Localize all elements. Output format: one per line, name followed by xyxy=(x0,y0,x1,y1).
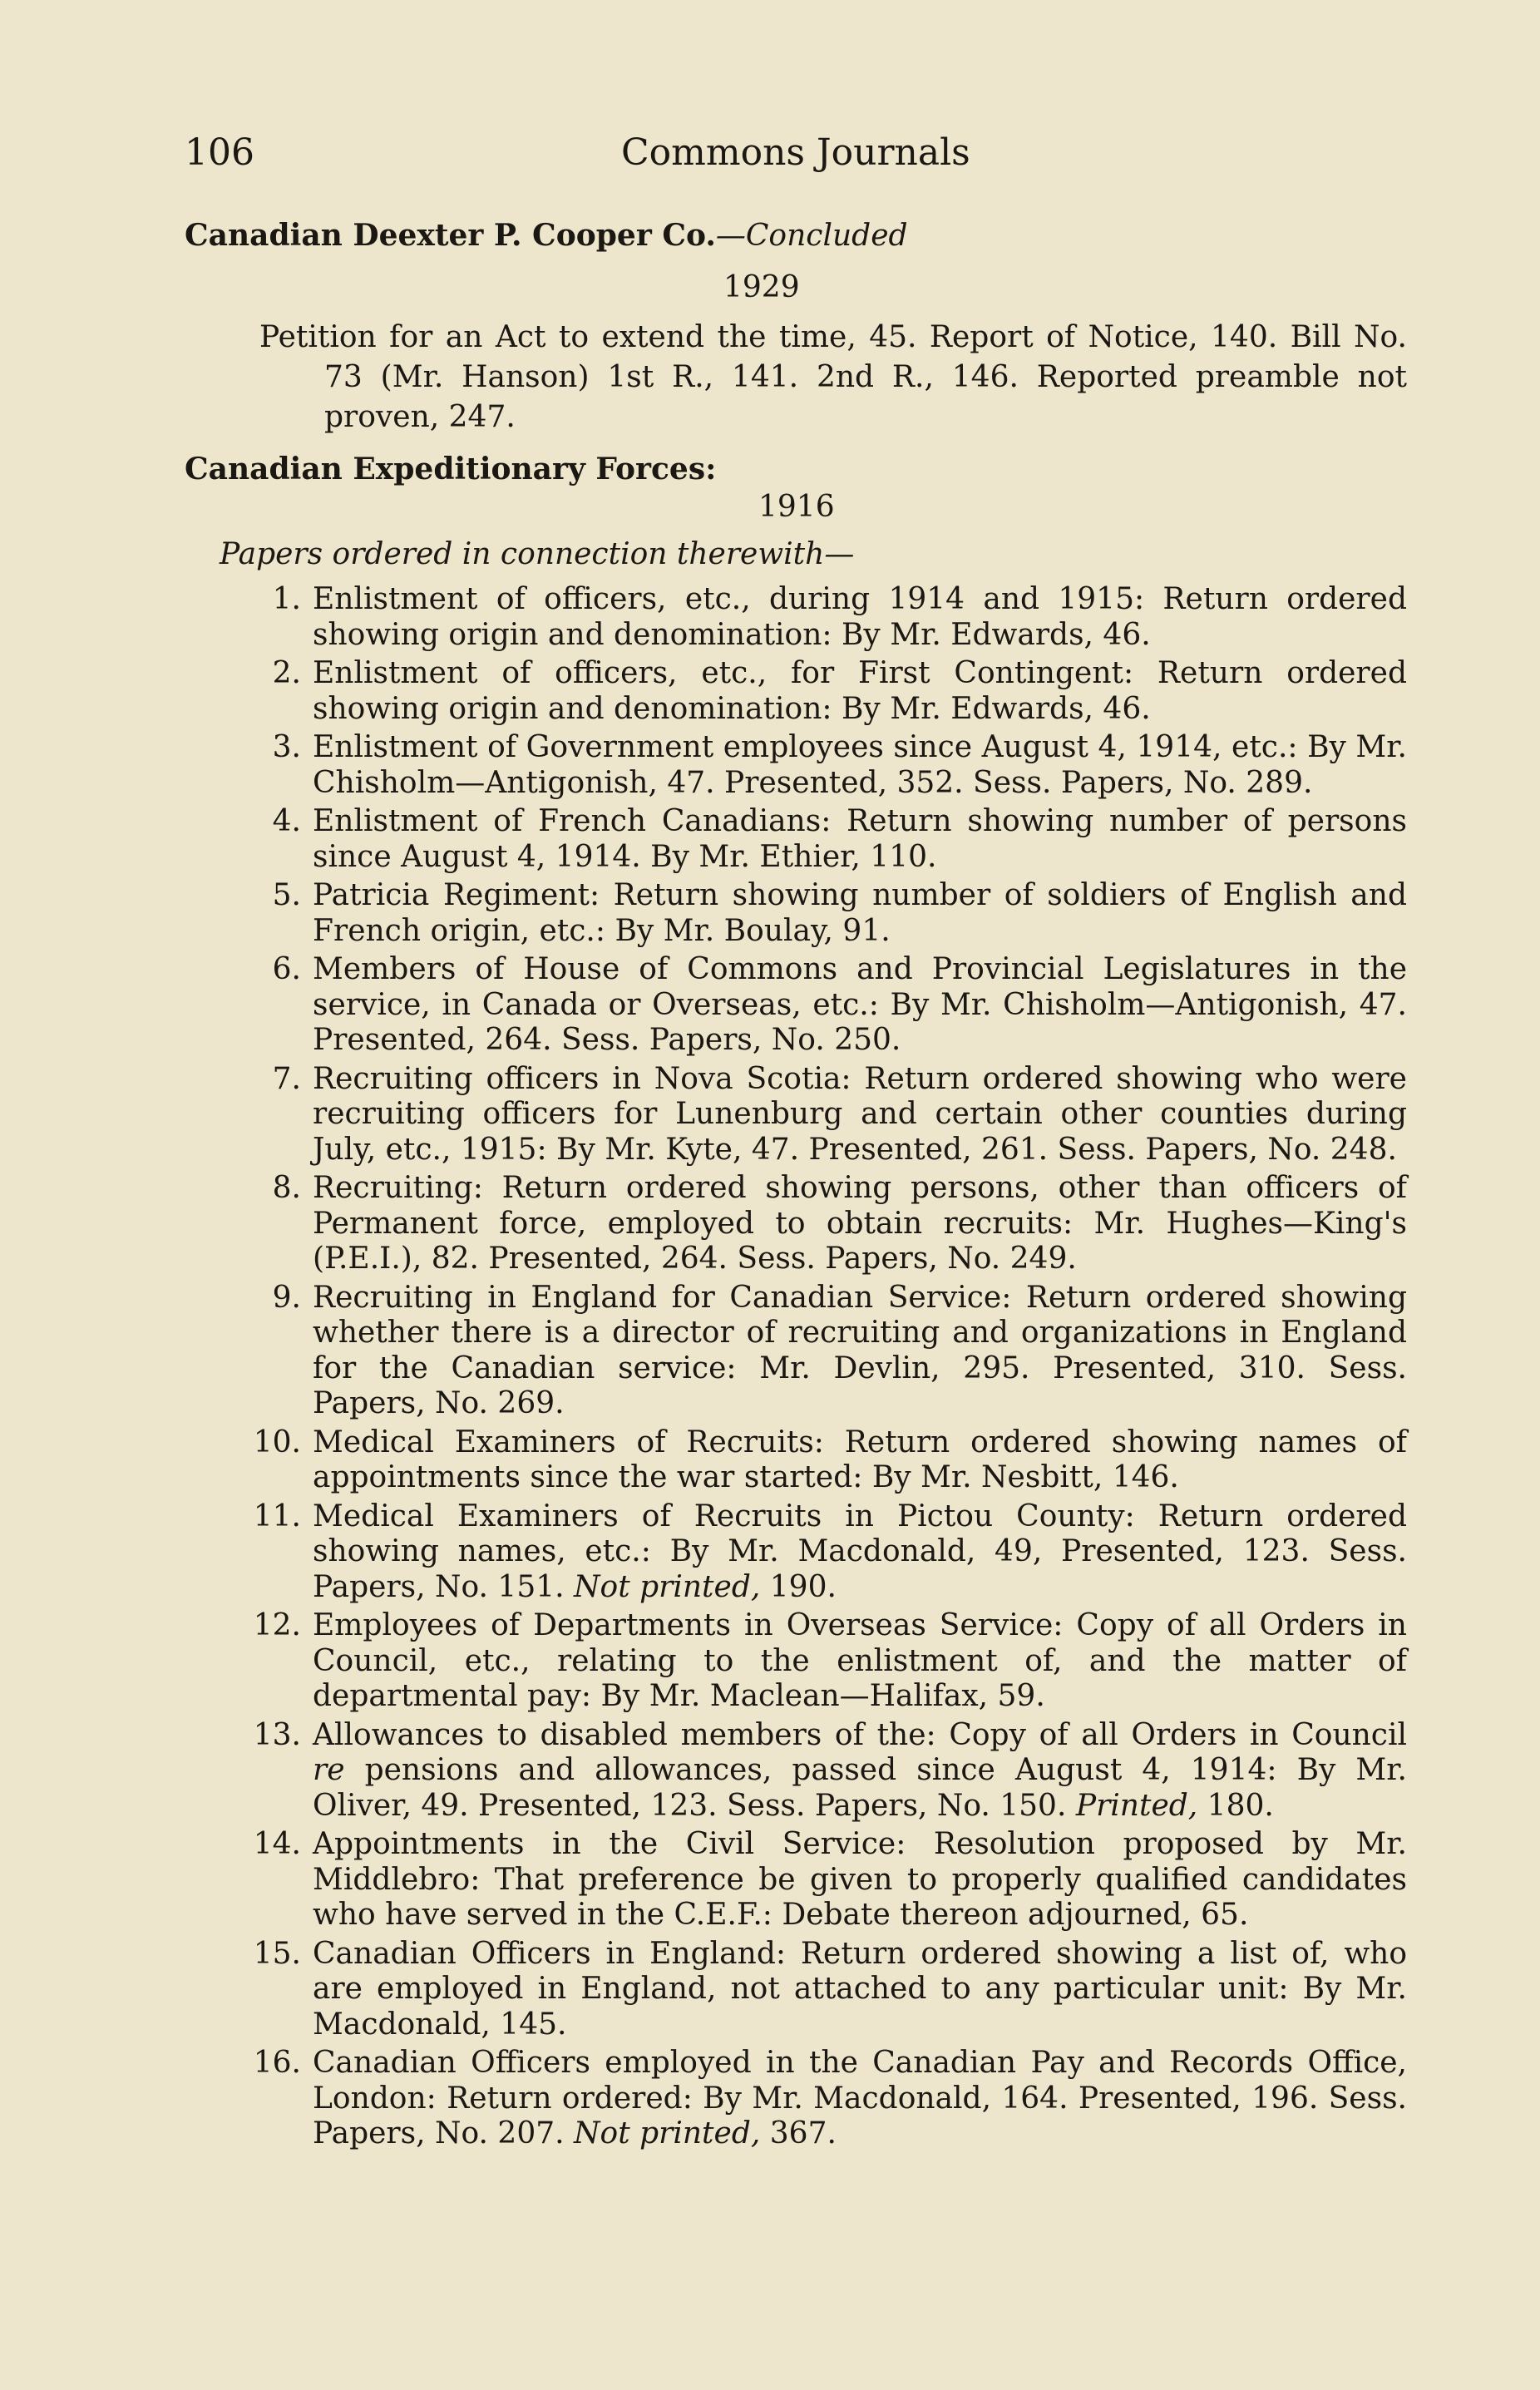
running-title: Commons Journals xyxy=(621,131,970,174)
item-number: 9. xyxy=(272,1280,301,1315)
item-text xyxy=(313,2046,1407,2152)
entry-heading-cooper xyxy=(185,218,908,253)
item-number: 7. xyxy=(272,1061,301,1096)
item-text: Recruiting in England for Canadian Service: Return ordered showing whether there is a director of recruiting and organizations in England for the Canadian service: Mr. Devlin, 295. Presented, 310. Sess. Papers, No. 269. xyxy=(313,1280,1407,1420)
list-item xyxy=(243,1499,1407,1606)
item-text-part: 367. xyxy=(760,2116,837,2151)
italic-note: Not printed, xyxy=(574,2116,761,2151)
year-label: 1916 xyxy=(758,490,835,524)
entry-paragraph xyxy=(259,318,1407,437)
item-text: Employees of Departments in Overseas Service: Copy of all Orders in Council, etc., relating to the enlistment of, and the matter of departmental pay: By Mr. Maclean—Halifax, 59. xyxy=(313,1608,1407,1713)
list-item xyxy=(243,2046,1407,2152)
list-item xyxy=(243,804,1407,875)
item-text-part: 190. xyxy=(760,1569,837,1604)
item-number: 8. xyxy=(272,1171,301,1205)
italic-note: Printed, xyxy=(1075,1788,1198,1823)
subheading: Papers ordered in connection therewith— xyxy=(220,537,855,571)
list-item xyxy=(243,1062,1407,1168)
item-text: Enlistment of officers, etc., for First Contingent: Return ordered showing origin and denomination: By Mr. Edwards, 46. xyxy=(313,656,1407,726)
papers-list xyxy=(243,582,1407,2155)
item-number: 11. xyxy=(253,1499,301,1533)
page-number: 106 xyxy=(185,131,254,174)
item-text: Canadian Officers in England: Return ordered showing a list of, who are employed in England, not attached to any particular unit: By Mr. Macdonald, 145. xyxy=(313,1936,1407,2042)
italic-note: Not printed, xyxy=(574,1569,761,1604)
item-number: 15. xyxy=(253,1936,301,1971)
list-item xyxy=(243,1425,1407,1496)
item-text xyxy=(313,1499,1407,1606)
paragraph-text: Petition for an Act to extend the time, 45. Report of Notice, 140. Bill No. 73 (Mr. Hanson) 1st R., 141. 2nd R., 146. Reported preamble not proven, 247. xyxy=(259,320,1407,434)
item-text-part: Canadian Officers employed in the Canadian Pay and Records Office, London: Return ordered: By Mr. Macdonald, 164. Presented, 196. Sess. Papers, No. 207. xyxy=(313,2046,1407,2151)
item-text: Appointments in the Civil Service: Resolution proposed by Mr. Middlebro: That preference be given to properly qualified candidates who have served in the C.E.F.: Debate thereon adjourned, 65. xyxy=(313,1827,1407,1932)
item-number: 4. xyxy=(272,804,301,838)
item-text: Enlistment of Government employees since August 4, 1914, etc.: By Mr. Chisholm—Antigonish, 47. Presented, 352. Sess. Papers, No. 289. xyxy=(313,730,1407,800)
entry-heading-text: Canadian Expeditionary Forces: xyxy=(185,452,717,486)
list-item xyxy=(243,1608,1407,1715)
item-number: 5. xyxy=(272,878,301,912)
item-number: 3. xyxy=(272,730,301,764)
list-item xyxy=(243,1937,1407,2043)
italic-re: re xyxy=(313,1753,345,1787)
item-text: Patricia Regiment: Return showing number of soldiers of English and French origin, etc.: By Mr. Boulay, 91. xyxy=(313,878,1407,948)
item-text-part: pensions and allowances, passed since August 4, 1914: By Mr. Oliver, 49. Presented, 123. Sess. Papers, No. 150. xyxy=(313,1753,1407,1823)
item-text: Enlistment of officers, etc., during 1914 and 1915: Return ordered showing origin and denomination: By Mr. Edwards, 46. xyxy=(313,582,1407,652)
item-number: 12. xyxy=(253,1608,301,1642)
item-number: 10. xyxy=(253,1425,301,1459)
list-item xyxy=(243,1718,1407,1825)
list-item xyxy=(243,730,1407,801)
item-text xyxy=(313,1718,1407,1825)
list-item xyxy=(243,656,1407,727)
item-text: Medical Examiners of Recruits: Return ordered showing names of appointments since the war started: By Mr. Nesbitt, 146. xyxy=(313,1425,1407,1494)
list-item xyxy=(243,1281,1407,1422)
item-text-part: Medical Examiners of Recruits in Pictou County: Return ordered showing names, etc.: By Mr. Macdonald, 49, Presented, 123. Sess. Papers, No. 151. xyxy=(313,1499,1407,1604)
list-item xyxy=(243,878,1407,949)
item-number: 1. xyxy=(272,582,301,616)
list-item xyxy=(243,582,1407,653)
item-number: 14. xyxy=(253,1827,301,1861)
list-item xyxy=(243,1827,1407,1933)
concluded-label: —Concluded xyxy=(715,219,908,253)
item-number: 16. xyxy=(253,2046,301,2080)
item-text: Recruiting: Return ordered showing persons, other than officers of Permanent force, employed to obtain recruits: Mr. Hughes—King's (P.E.I.), 82. Presented, 264. Sess. Papers, No. 249. xyxy=(313,1171,1407,1276)
entry-heading-expeditionary xyxy=(185,452,716,486)
item-text: Enlistment of French Canadians: Return showing number of persons since August 4, 1914. By Mr. Ethier, 110. xyxy=(313,804,1407,874)
list-item xyxy=(243,952,1407,1059)
item-text-part: Allowances to disabled members of the: Copy of all Orders in Council xyxy=(313,1717,1407,1752)
item-text-part: 180. xyxy=(1197,1788,1274,1823)
item-number: 2. xyxy=(272,656,301,690)
item-text: Members of House of Commons and Provincial Legislatures in the service, in Canada or Overseas, etc.: By Mr. Chisholm—Antigonish, 47. Presented, 264. Sess. Papers, No. 250. xyxy=(313,952,1407,1057)
item-text: Recruiting officers in Nova Scotia: Return ordered showing who were recruiting officers for Lunenburg and certain other counties during July, etc., 1915: By Mr. Kyte, 47. Presented, 261. Sess. Papers, No. 248. xyxy=(313,1061,1407,1167)
entry-heading-text: Canadian Deexter P. Cooper Co. xyxy=(185,218,716,253)
item-number: 13. xyxy=(253,1717,301,1752)
list-item xyxy=(243,1171,1407,1277)
year-label: 1929 xyxy=(723,270,800,304)
page-header xyxy=(185,131,975,181)
item-number: 6. xyxy=(272,952,301,986)
